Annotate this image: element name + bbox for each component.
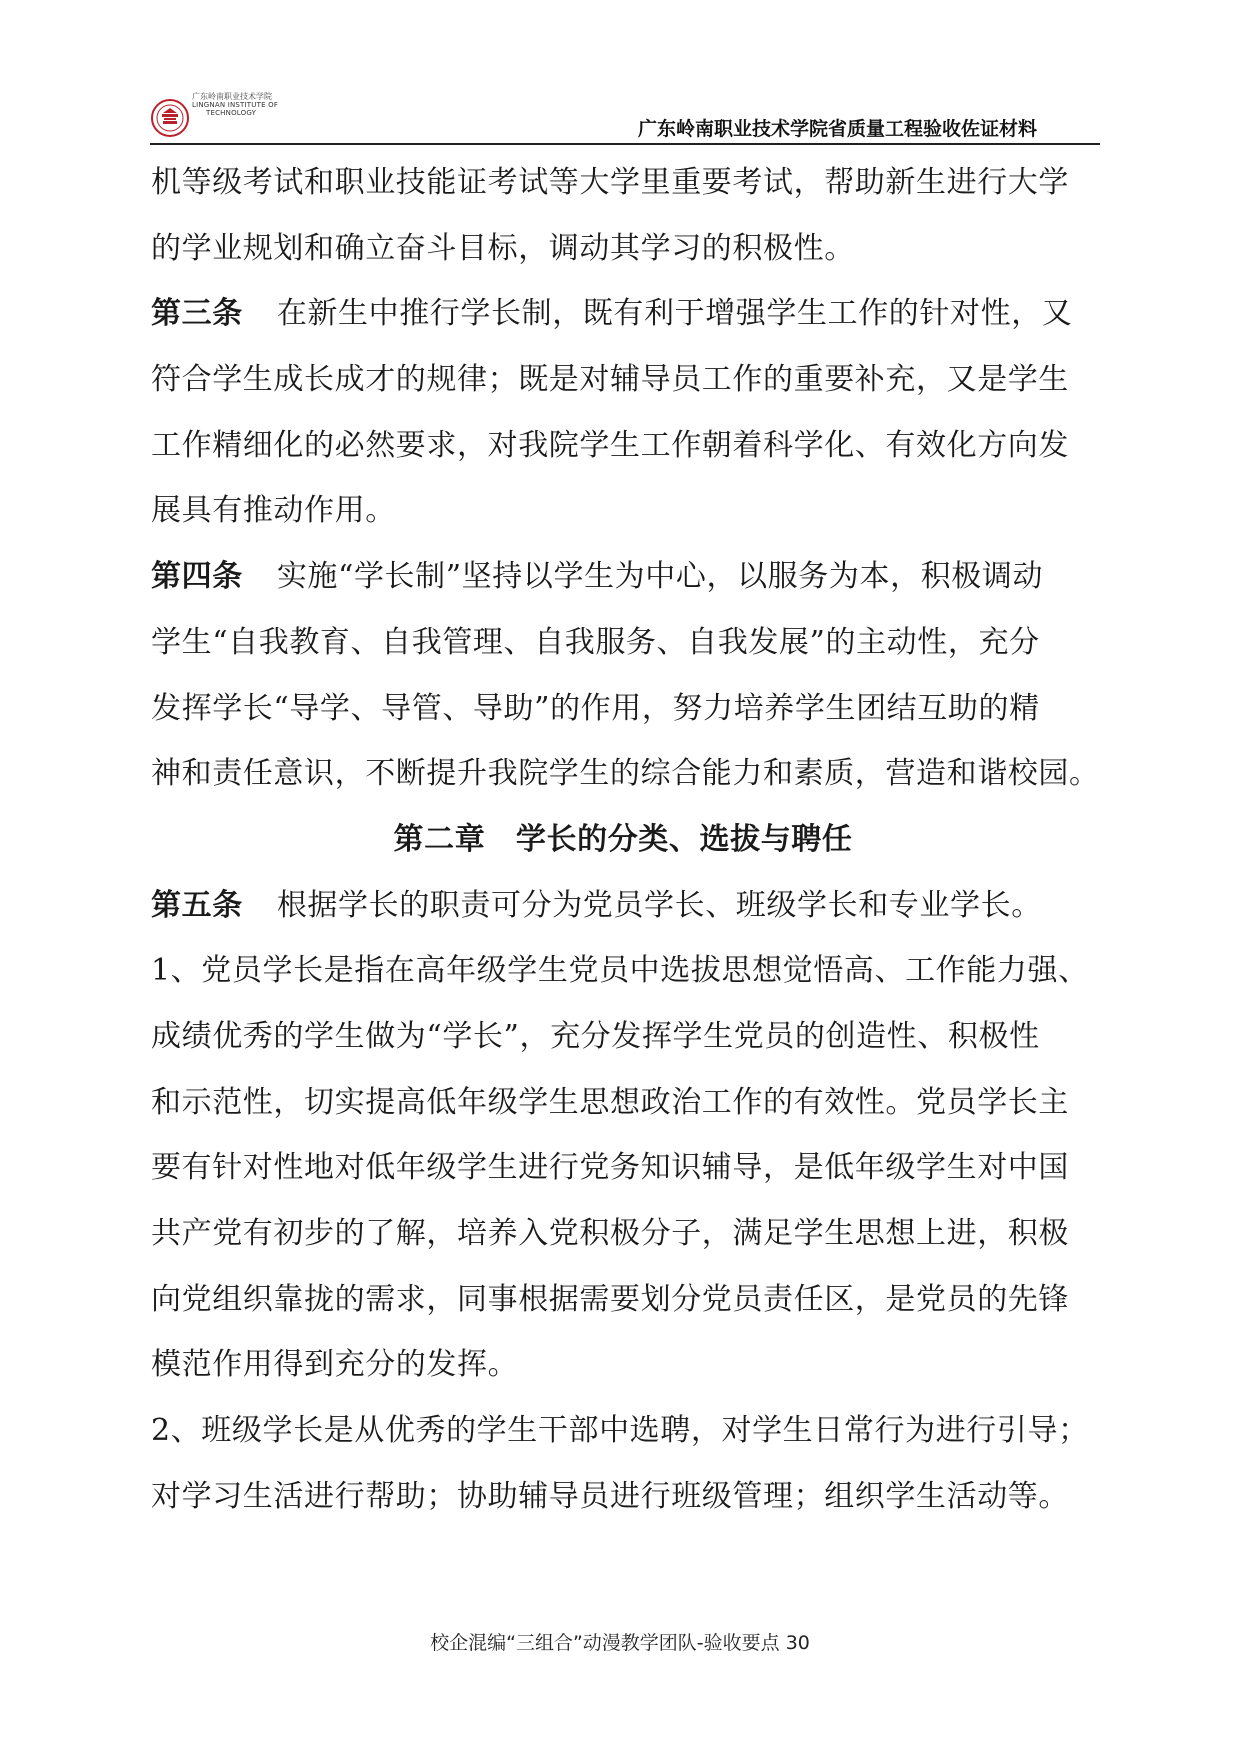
body-line [151, 741, 1100, 807]
body-line [151, 347, 1095, 413]
line-text: 根据学长的职责可分为党员学长、班级学长和专业学长。 [276, 887, 1042, 923]
line-text: 机等级考试和职业技能证考试等大学里重要考试，帮助新生进行大学 [151, 165, 1069, 200]
institute-logo-icon [150, 98, 190, 138]
line-text: 要有针对性地对低年级学生进行党务知识辅导，是低年级学生对中国 [151, 1150, 1069, 1186]
line-text: 的学业规划和确立奋斗目标，调动其学习的积极性。 [151, 230, 855, 266]
line-text: 发挥学长“导学、导管、导助”的作用，努力培养学生团结互助的精 [151, 690, 1040, 726]
line-text: 模范作用得到充分的发挥。 [151, 1347, 519, 1383]
line-text: 对学习生活进行帮助；协助辅导员进行班级管理；组织学生活动等。 [151, 1478, 1069, 1514]
body-line [151, 1267, 1095, 1333]
logo-cn-name: 广东岭南职业技术学院 [192, 92, 272, 101]
header-divider [150, 143, 1100, 145]
line-text: 成绩优秀的学生做为“学长”，充分发挥学生党员的创造性、积极性 [151, 1018, 1040, 1054]
logo-text [192, 92, 278, 117]
body-line [151, 938, 1095, 1004]
page-footer: 校企混编“三组合”动漫教学团队-验收要点 30 [430, 1632, 810, 1654]
line-text: 展具有推动作用。 [151, 493, 396, 529]
body-line [151, 216, 1095, 282]
article-number: 第三条 [151, 296, 243, 332]
line-text: 1、党员学长是指在高年级学生党员中选拔思想觉悟高、工作能力强、 [151, 953, 1089, 989]
chapter-title: 第二章 学长的分类、选拔与聘任 [393, 821, 853, 857]
line-text: 2、班级学长是从优秀的学生干部中选聘，对学生日常行为进行引导； [151, 1413, 1089, 1449]
body-line [151, 1201, 1095, 1267]
logo-en-name-2: TECHNOLOGY [206, 109, 257, 118]
line-text: 实施“学长制”坚持以学生为中心，以服务为本，积极调动 [276, 559, 1044, 595]
line-text: 符合学生成长成才的规律；既是对辅导员工作的重要补充，又是学生 [151, 362, 1069, 398]
body-line [151, 1398, 1095, 1464]
article-line [151, 544, 1095, 610]
body-line [151, 478, 1095, 544]
body-line [151, 413, 1095, 479]
body-line [151, 1464, 1095, 1530]
article-line [151, 281, 1095, 347]
document-body [151, 150, 1100, 1529]
article-number: 第五条 [151, 887, 243, 923]
body-line [151, 610, 1095, 676]
logo-en-name-1: LINGNAN INSTITUTE OF [192, 101, 279, 110]
body-line [151, 1070, 1095, 1136]
line-text: 和示范性，切实提高低年级学生思想政治工作的有效性。党员学长主 [151, 1084, 1069, 1120]
line-text: 共产党有初步的了解，培养入党积极分子，满足学生思想上进，积极 [151, 1216, 1069, 1251]
body-line [151, 1135, 1095, 1201]
body-line [151, 150, 1095, 216]
line-text: 工作精细化的必然要求，对我院学生工作朝着科学化、有效化方向发 [151, 427, 1069, 463]
line-text: 神和责任意识，不断提升我院学生的综合能力和素质，营造和谐校园。 [151, 756, 1100, 792]
page-header [150, 92, 1100, 144]
line-text: 学生“自我教育、自我管理、自我服务、自我发展”的主动性，充分 [151, 624, 1040, 660]
article-number: 第四条 [151, 559, 243, 595]
body-line [151, 1004, 1095, 1070]
body-line [151, 676, 1095, 742]
header-title: 广东岭南职业技术学院省质量工程验收佐证材料 [637, 118, 1037, 140]
line-text: 在新生中推行学长制，既有利于增强学生工作的针对性，又 [276, 296, 1073, 332]
article-line [151, 873, 1095, 939]
body-line [151, 1332, 1095, 1398]
line-text: 向党组织靠拢的需求，同事根据需要划分党员责任区，是党员的先锋 [151, 1281, 1069, 1317]
chapter-heading [151, 807, 1095, 873]
